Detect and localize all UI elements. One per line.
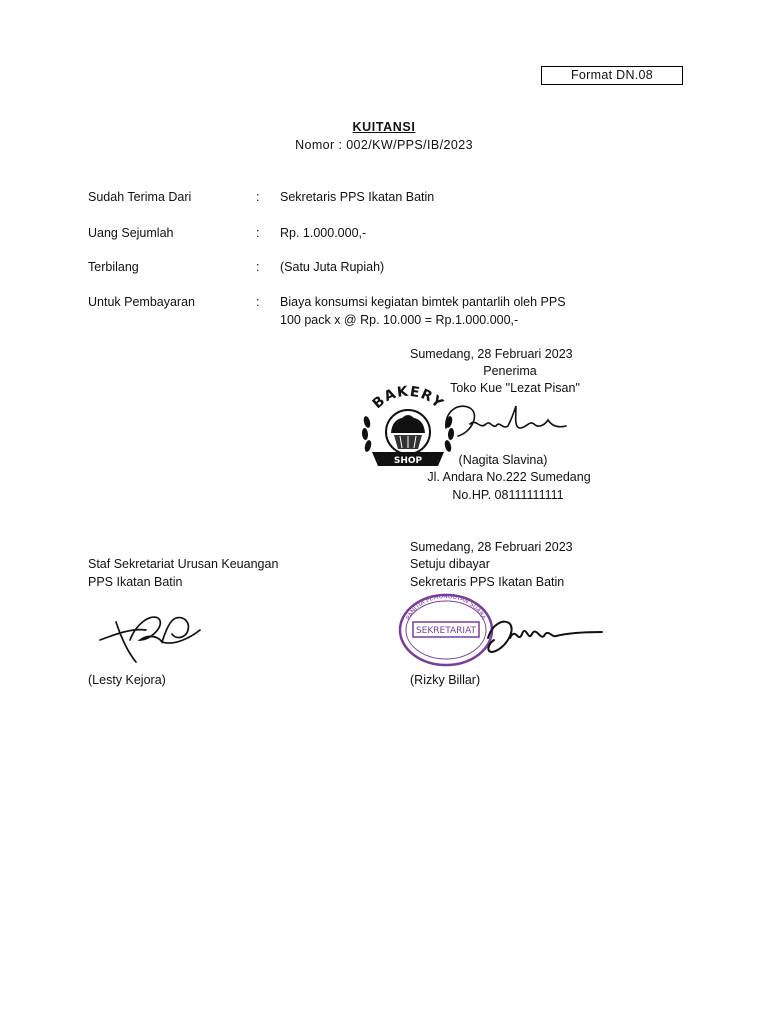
field-colon: :: [256, 226, 260, 240]
left-signer-signature: [96, 600, 216, 672]
svg-text:PANITIA PEMUNGUTAN SUARA: [405, 593, 487, 622]
stamp-ring-text: PANITIA PEMUNGUTAN SUARA: [405, 592, 487, 621]
right-signer-name: (Rizky Billar): [410, 673, 481, 687]
receiver-place-date: Sumedang, 28 Februari 2023: [410, 347, 573, 361]
document-title: KUITANSI: [352, 120, 416, 134]
field-value-payment-for-line2: 100 pack x @ Rp. 10.000 = Rp.1.000.000,-: [280, 313, 519, 327]
field-value-received-from: Sekretaris PPS Ikatan Batin: [280, 190, 435, 204]
receiver-signature: [440, 398, 570, 446]
right-signer-approval: Setuju dibayar: [410, 557, 490, 571]
field-value-payment-for-line1: Biaya konsumsi kegiatan bimtek pantarlih oleh PPS: [280, 295, 566, 309]
right-signer-place-date: Sumedang, 28 Februari 2023: [410, 540, 573, 554]
left-signer-position-line2: PPS Ikatan Batin: [88, 575, 183, 589]
field-value-amount: Rp. 1.000.000,-: [280, 226, 367, 240]
field-colon: :: [256, 190, 260, 204]
field-value-in-words: (Satu Juta Rupiah): [280, 260, 385, 274]
field-colon: :: [256, 295, 260, 309]
stamp-center-text: SEKRETARIAT: [415, 626, 477, 636]
document-number: Nomor : 002/KW/PPS/IB/2023: [295, 138, 473, 152]
left-signer-position-line1: Staf Sekretariat Urusan Keuangan: [88, 557, 279, 571]
right-signer-position: Sekretaris PPS Ikatan Batin: [410, 575, 565, 589]
receiver-phone: No.HP. 08111111111: [452, 488, 564, 502]
format-label: Format DN.08: [541, 66, 683, 85]
field-colon: :: [256, 260, 260, 274]
bakery-logo-bottom-text: SHOP: [393, 456, 423, 466]
receiver-shop: Toko Kue "Lezat Pisan": [450, 381, 580, 395]
field-label-received-from: Sudah Terima Dari: [88, 190, 192, 204]
receiver-name: (Nagita Slavina): [458, 453, 548, 467]
field-label-in-words: Terbilang: [88, 260, 139, 274]
receiver-role: Penerima: [483, 364, 537, 378]
left-signer-name: (Lesty Kejora): [88, 673, 166, 687]
field-label-amount: Uang Sejumlah: [88, 226, 174, 240]
receiver-address: Jl. Andara No.222 Sumedang: [427, 470, 591, 484]
svg-text:BAKERY: [370, 384, 447, 413]
right-signer-signature: [478, 604, 608, 664]
field-label-payment-for: Untuk Pembayaran: [88, 295, 196, 309]
bakery-logo-top-text: BAKERY: [369, 383, 447, 413]
